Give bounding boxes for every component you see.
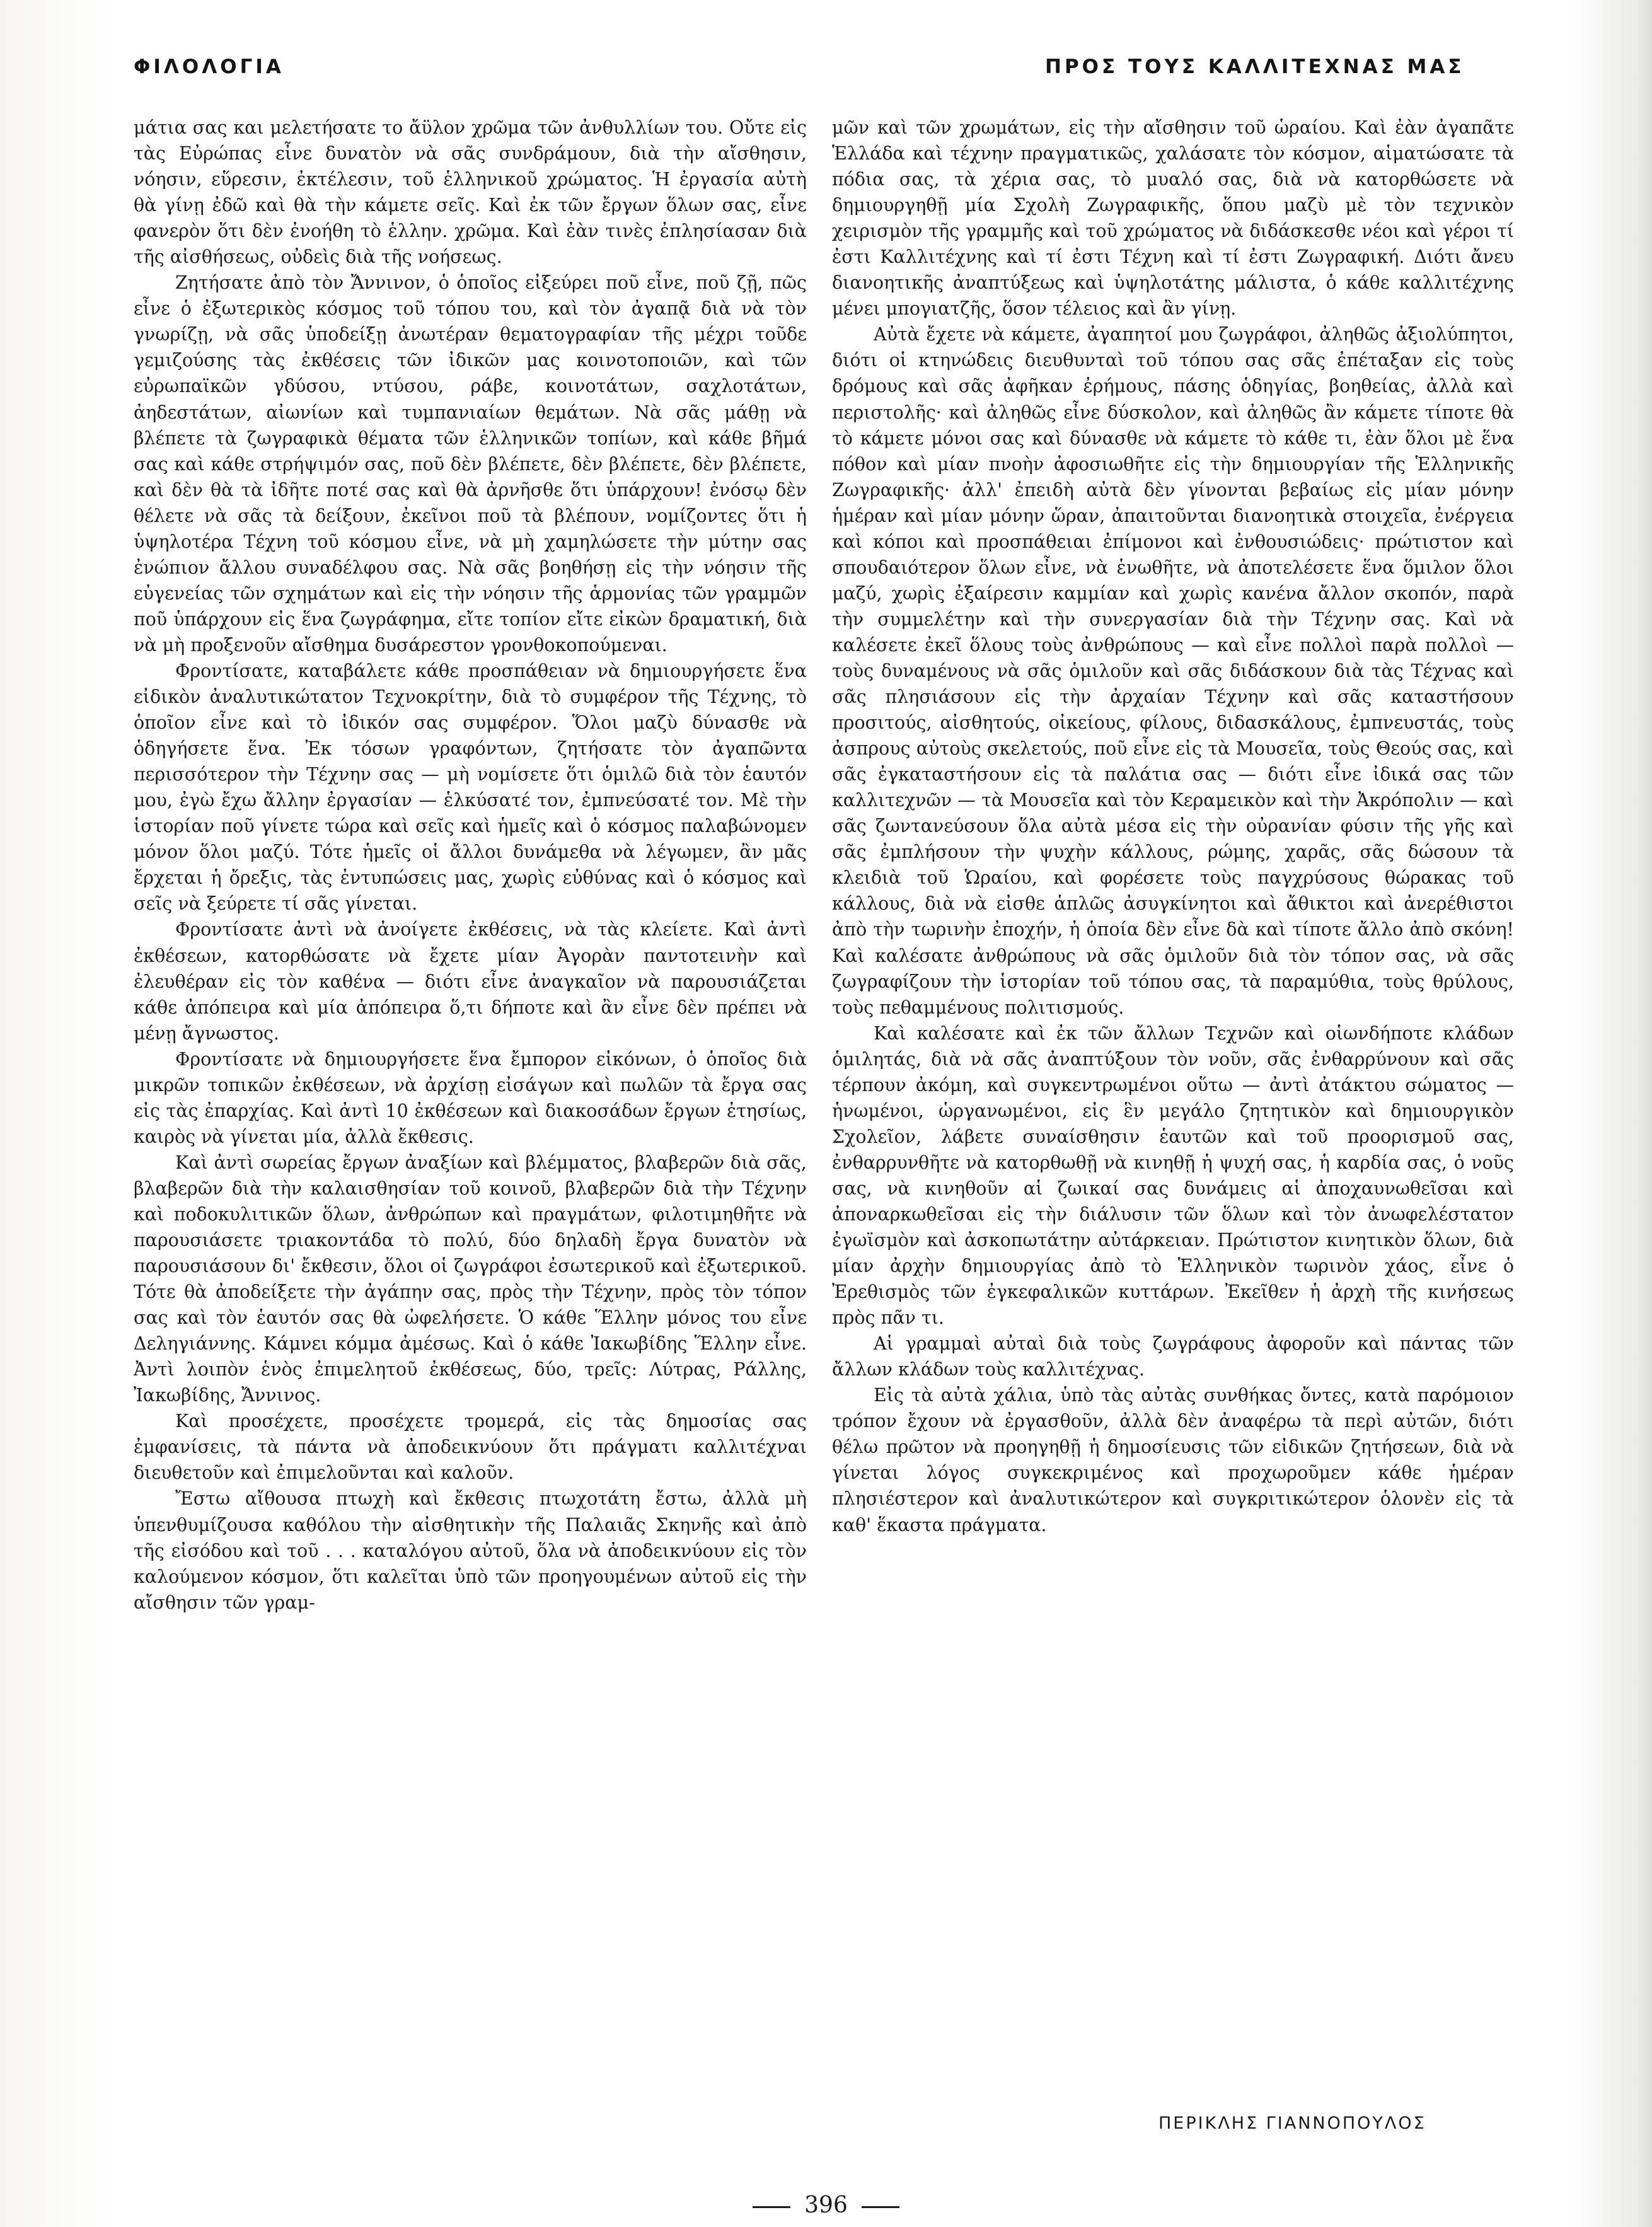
paragraph: Ζητήσατε ἀπὸ τὸν Ἄννινον, ὁ ὁποῖος εἰξεύρει ποῦ εἶνε, ποῦ ζῇ, πῶς εἶνε ὁ ἐξωτερικὸς κόσμος τοῦ τόπου του, καὶ τὸν ἀγαπᾷ διὰ νὰ τὸν γνωρίζῃ, νὰ σᾶς ὑποδείξῃ ἀνωτέραν θεματογραφίαν τῆς μέχρι τοῦδε γεμιζούσης τὰς ἐκθέσεις τῶν ἰδικῶν μας κοινοτοποιῶν, καὶ τῶν εὐρωπαϊκῶν γδύσου, ντύσου, ράβε, κοινοτάτων, σαχλοτάτων, ἀηδεστάτων, αἰωνίων καὶ τυμπανιαίων θεμάτων. Νὰ σᾶς μάθῃ νὰ βλέπετε τὰ ζωγραφικὰ θέματα τῶν ἑλληνικῶν τοπίων, καὶ κάθε βῆμά σας καὶ κάθε στρήψιμόν σας, ποῦ δὲν βλέπετε, δὲν βλέπετε, δὲν βλέπετε, καὶ δὲν θὰ τὰ ἰδῆτε ποτέ σας καὶ θὰ ἀρνῆσθε ὅτι ὑπάρχουν! ἐνόσῳ δὲν θέλετε νὰ σᾶς τὰ δείξουν, ἐκεῖνοι ποῦ τὰ βλέπουν, νομίζοντες ὅτι ἡ ὑψηλοτέρα Τέχνη τοῦ κόσμου εἶνε, νὰ μὴ χαμηλώσετε τὴν μύτην σας ἐνώπιον ἄλλου συναδέλφου σας. Νὰ σᾶς βοηθήσῃ εἰς τὴν νόησιν τῆς εὐγενείας τῶν σχημάτων καὶ εἰς τὴν νόησιν τῆς ἁρμονίας τῶν γραμμῶν ποῦ ὑπάρχουν εἰς ἕνα ζωγράφημα, εἴτε τοπίον εἴτε εἰκὼν δραματική, διὰ νὰ μὴ προξενοῦν αἴσθημα δυσάρεστον γρονθοκοπούμεναι. bbox=[134, 272, 807, 656]
paragraph: Καὶ καλέσατε καὶ ἐκ τῶν ἄλλων Τεχνῶν καὶ οἱωνδήποτε κλάδων ὁμιλητάς, διὰ νὰ σᾶς ἀναπτύξουν τὸν νοῦν, σᾶς ἐνθαρρύνουν καὶ σᾶς τέρπουν ἀκόμη, καὶ συγκεντρωμένοι οὕτω — ἀντὶ ἀτάκτου σώματος — ἡνωμένοι, ὡργανωμένοι, εἰς ἓν μεγάλο ζητητικὸν καὶ δημιουργικὸν Σχολεῖον, λάβετε συναίσθησιν ἑαυτῶν καὶ τοῦ προορισμοῦ σας, ἐνθαρρυνθῆτε νὰ κατορθωθῇ νὰ κινηθῇ ἡ ψυχή σας, ἡ καρδία σας, ὁ νοῦς σας, νὰ κινηθοῦν αἱ ζωικαί σας δυνάμεις αἱ ἀποχαυνωθεῖσαι καὶ ἀποναρκωθεῖσαι εἰς τὴν διάλυσιν τῶν ὅλων καὶ τὸν ἀνωφελέστατον ἐγωϊσμὸν καὶ ἀσκοπωτάτην αὐτάρκειαν. Πρώτιστον κινητικὸν ὅλων, διὰ μίαν ἀρχὴν δημιουργίας ἀπὸ τὸ Ἑλληνικὸν τωρινὸν χάος, εἶνε ὁ Ἐρεθισμὸς τῶν ἐγκεφαλικῶν κυττάρων. Ἐκεῖθεν ἡ ἀρχὴ τῆς κινήσεως πρὸς πᾶν τι. bbox=[832, 1022, 1514, 1329]
paragraph: Εἰς τὰ αὐτὰ χάλια, ὑπὸ τὰς αὐτὰς συνθήκας ὄντες, κατὰ παρόμοιον τρόπον ἔχουν νὰ ἐργασθοῦν, ἀλλὰ δὲν ἀναφέρω τὰ περὶ αὐτῶν, διότι θέλω πρῶτον νὰ προηγηθῇ ἡ δημοσίευσις τῶν εἰδικῶν ζητήσεων, διὰ νὰ γίνεται λόγος συγκεκριμένος καὶ προχωροῦμεν κάθε ἡμέραν πλησιέστερον καὶ ἀναλυτικώτερον καὶ συγκριτικώτερον ὁλονὲν εἰς τὰ καθ' ἕκαστα πράγματα. bbox=[832, 1385, 1514, 1536]
running-head-left: ΦΙΛΟΛΟΓΙΑ bbox=[134, 55, 284, 78]
author-signature: ΠΕΡΙΚΛΗΣ ΓΙΑΝΝΟΠΟΥΛΟΣ bbox=[1158, 2114, 1426, 2133]
paragraph: Καὶ προσέχετε, προσέχετε τρομερά, εἰς τὰς δημοσίας σας ἐμφανίσεις, τὰ πάντα νὰ ἀποδεικνύουν ὅτι πράγματι καλλιτέχναι διευθετοῦν καὶ ἐπιμελοῦνται καὶ καλοῦν. bbox=[134, 1411, 807, 1484]
paragraph: Φροντίσατε, καταβάλετε κάθε προσπάθειαν νὰ δημιουργήσετε ἕνα εἰδικὸν ἀναλυτικώτατον Τεχνοκρίτην, διὰ τὸ συμφέρον τῆς Τέχνης, τὸ ὁποῖον εἶνε καὶ τὸ ἰδικόν σας συμφέρον. Ὅλοι μαζὺ δύνασθε νὰ ὁδηγήσετε ἕνα. Ἐκ τόσων γραφόντων, ζητήσατε τὸν ἀγαπῶντα περισσότερον τὴν Τέχνην σας — μὴ νομίσετε ὅτι ὁμιλῶ διὰ τὸν ἑαυτόν μου, ἐγὼ ἔχω ἄλλην ἐργασίαν — ἑλκύσατέ τον, ἐμπνεύσατέ τον. Μὲ τὴν ἱστορίαν ποῦ γίνετε τώρα καὶ σεῖς καὶ ἡμεῖς καὶ ὁ κόσμος παλαβώνομεν μόνον ὅλοι μαζύ. Τότε ἡμεῖς οἱ ἄλλοι δυνάμεθα νὰ λέγωμεν, ἂν μᾶς ἔρχεται ἡ ὄρεξις, τὰς ἐντυπώσεις μας, χωρὶς εὐθύνας καὶ ὁ κόσμος καὶ σεῖς νὰ ξεύρετε τί σᾶς γίνεται. bbox=[134, 660, 807, 915]
page-number-value: 396 bbox=[804, 2192, 848, 2218]
paragraph: Καὶ ἀντὶ σωρείας ἔργων ἀναξίων καὶ βλέμματος, βλαβερῶν διὰ σᾶς, βλαβερῶν διὰ τὴν καλαισθησίαν τοῦ κοινοῦ, βλαβερῶν διὰ τὴν Τέχνην καὶ ποδοκυλιτικῶν ὅλων, ἀνθρώπων καὶ πραγμάτων, φιλοτιμηθῆτε νὰ παρουσιάσετε τριακοντάδα τὸ πολύ, δύο δηλαδὴ ἔργα δυνατὸν νὰ παρουσιάσουν δι' ἔκθεσιν, ὅλοι οἱ ζωγράφοι ἐσωτερικοῦ καὶ ἐξωτερικοῦ. Τότε θὰ ἀποδείξετε τὴν ἀγάπην σας, πρὸς τὴν Τέχνην, πρὸς τὸν τόπον σας καὶ τὸν ἑαυτόν σας θὰ ὠφελήσετε. Ὁ κάθε Ἕλλην μόνος του εἶνε Δεληγιάννης. Κάμνει κόμμα ἀμέσως. Καὶ ὁ κάθε Ἰακωβίδης Ἕλλην εἶνε. Ἀντὶ λοιπὸν ἑνὸς ἐπιμελητοῦ ἐκθέσεως, δύο, τρεῖς: Λύτρας, Ράλλης, Ἰακωβίδης, Ἄννινος. bbox=[134, 1152, 807, 1406]
paragraph: Φροντίσατε ἀντὶ νὰ ἀνοίγετε ἐκθέσεις, νὰ τὰς κλείετε. Καὶ ἀντὶ ἐκθέσεων, κατορθώσατε νὰ ἔχετε μίαν Ἀγορὰν παντοτεινὴν καὶ ἐλευθέραν εἰς τὸν καθένα — διότι εἶνε ἀναγκαῖον νὰ παρουσιάζεται κάθε ἀπόπειρα καὶ μία ἀπόπειρα ὅ,τι δήποτε καὶ ἂν εἶνε δὲν πρέπει νὰ μένῃ ἄγνωστος. bbox=[134, 919, 807, 1044]
page-number bbox=[0, 2192, 1652, 2218]
paragraph: Φροντίσατε νὰ δημιουργήσετε ἕνα ἔμπορον εἰκόνων, ὁ ὁποῖος διὰ μικρῶν τοπικῶν ἐκθέσεων, νὰ ἀρχίσῃ εἰσάγων καὶ πωλῶν τὰ ἔργα σας εἰς τὰς ἐπαρχίας. Καὶ ἀντὶ 10 ἐκθέσεων καὶ διακοσάδων ἔργων ἐτησίως, καιρὸς νὰ γίνεται μία, ἀλλὰ ἔκθεσις. bbox=[134, 1048, 807, 1147]
paragraph: μάτια σας και μελετήσατε το ἄϋλον χρῶμα τῶν ἀνθυλλίων του. Οὔτε εἰς τὰς Εὐρώπας εἶνε δυνατὸν νὰ σᾶς συνδράμουν, διὰ τὴν αἴσθησιν, νόησιν, εὕρεσιν, ἐκτέλεσιν, τοῦ ἑλληνικοῦ χρώματος. Ἡ ἐργασία αὐτὴ θὰ γίνῃ ἐδῶ καὶ θὰ τὴν κάμετε σεῖς. Καὶ ἐκ τῶν ἔργων ὅλων σας, εἶνε φανερὸν ὅτι δὲν ἐνοήθη τὸ ἑλλην. χρῶμα. Καὶ ἐὰν τινὲς ἐπλησίασαν διὰ τῆς αἰσθήσεως, οὐδεὶς διὰ τῆς νοήσεως. bbox=[134, 117, 807, 268]
paragraph: μῶν καὶ τῶν χρωμάτων, εἰς τὴν αἴσθησιν τοῦ ὡραίου. Καὶ ἐὰν ἀγαπᾶτε Ἑλλάδα καὶ τέχνην πραγματικῶς, χαλάσατε τὸν κόσμον, αἱματώσατε τὰ πόδια σας, τὰ χέρια σας, τὸ μυαλό σας, διὰ νὰ κατορθώσετε νὰ δημιουργηθῇ μία Σχολὴ Ζωγραφικῆς, ὅπου μαζὺ μὲ τὸν τεχνικὸν χειρισμὸν τῆς γραμμῆς καὶ τοῦ χρώματος νὰ διδάσκεσθε νέοι καὶ γέροι τί ἐστι Καλλιτέχνης καὶ τί ἐστι Τέχνη καὶ τί ἐστι Ζωγραφική. Διότι ἄνευ διανοητικῆς ἀναπτύξεως καὶ ὑψηλοτάτης μάλιστα, ὁ κάθε καλλιτέχνης μένει μπογιατζῆς, ὅσον τέλειος καὶ ἂν γίνῃ. bbox=[832, 117, 1514, 320]
paragraph: Αὐτὰ ἔχετε νὰ κάμετε, ἀγαπητοί μου ζωγράφοι, ἀληθῶς ἀξιολύπητοι, διότι οἱ κτηνώδεις διευθυνταὶ τοῦ τόπου σας σᾶς ἐπέταξαν εἰς τοὺς δρόμους καὶ σᾶς ἀφῆκαν ἐρήμους, πάσης ὁδηγίας, βοηθείας, ἀλλὰ καὶ περιστολῆς· καὶ ἀληθῶς εἶνε δύσκολον, καὶ ἀληθῶς ἂν κάμετε τίποτε θὰ τὸ κάμετε μόνοι σας καὶ δύνασθε νὰ κάμετε τὸ κάθε τι, ἐὰν ὅλοι μὲ ἕνα πόθον καὶ μίαν πνοὴν ἀφοσιωθῆτε εἰς τὴν δημιουργίαν τῆς Ἑλληνικῆς Ζωγραφικῆς· ἀλλ' ἐπειδὴ αὐτὰ δὲν γίνονται βεβαίως εἰς μίαν μόνην ἡμέραν καὶ μίαν μόνην ὥραν, ἀπαιτοῦνται διανοητικὰ στοιχεῖα, ἐνέργεια καὶ κόποι καὶ προσπάθειαι ἐπίμονοι καὶ ἐνθουσιώδεις· πρώτιστον καὶ σπουδαιότερον ὅλων εἶνε, νὰ ἑνωθῆτε, νὰ ἀποτελέσετε ἕνα ὅμιλον ὅλοι μαζύ, χωρὶς ἐξαίρεσιν καμμίαν καὶ χωρὶς κανένα ἄλλον σκοπόν, παρὰ τὴν συμμελέτην καὶ τὴν συνεργασίαν διὰ τὴν Τέχνην σας. Καὶ νὰ καλέσετε ἐκεῖ ὅλους τοὺς ἀνθρώπους — καὶ εἶνε πολλοὶ παρὰ πολλοὶ — τοὺς δυναμένους νὰ σᾶς ὁμιλοῦν καὶ σᾶς διδάσκουν διὰ τὰς Τέχνας καὶ σᾶς πλησιάσουν εἰς τὴν ἀρχαίαν Τέχνην καὶ σᾶς καταστήσουν προσιτούς, αἰσθητούς, οἰκείους, φίλους, διδασκάλους, ἐμπνευστάς, τοὺς ἀσπρους αὐτοὺς σκελετούς, ποῦ εἶνε εἰς τὰ Μουσεῖα, τοὺς Θεούς σας, καὶ σᾶς ἐγκαταστήσουν εἰς τὰ παλάτια σας — διότι εἶνε ἰδικά σας τῶν καλλιτεχνῶν — τὰ Μουσεῖα καὶ τὸν Κεραμεικὸν καὶ τὴν Ἀκρόπολιν — καὶ σᾶς ζωντανεύσουν ὅλα αὐτὰ μέσα εἰς τὴν οὐρανίαν φύσιν τῆς γῆς καὶ σᾶς ἐμπλήσουν τὴν ψυχὴν κάλλους, ρώμης, χαρᾶς, σᾶς δώσουν τὰ κλειδιὰ τοῦ Ὡραίου, καὶ φορέσετε τοὺς παγχρύσους θώρακας τοῦ κάλλους, διὰ νὰ εἰσθε ἁπλῶς ἀσυγκίνητοι καὶ ἄθικτοι καὶ ἀνερέθιστοι ἀπὸ τὴν τωρινὴν ἐποχήν, ἡ ὁποία δὲν εἶνε δὰ καὶ τίποτε ἄλλο ἀπὸ σκόνη! Καὶ καλέσατε ἀνθρώπους νὰ σᾶς ὁμιλοῦν διὰ τὸν τόπον σας, νὰ σᾶς ζωγραφίζουν τὴν ἱστορίαν τοῦ τόπου σας, τὰ παραμύθια, τοὺς θρύλους, τοὺς πεθαμμένους πολιτισμούς. bbox=[832, 324, 1514, 1018]
paragraph: Ἔστω αἴθουσα πτωχὴ καὶ ἔκθεσις πτωχοτάτη ἔστω, ἀλλὰ μὴ ὑπενθυμίζουσα καθόλου τὴν αἰσθητικὴν τῆς Παλαιᾶς Σκηνῆς καὶ ἀπὸ τῆς εἰσόδου καὶ τοῦ . . . καταλόγου αὐτοῦ, ὅλα νὰ ἀποδεικνύουν εἰς τὸν καλούμενον κόσμον, ὅτι καλεῖται ὑπὸ τῶν προηγουμένων αὐτοῦ εἰς τὴν αἴσθησιν τῶν γραμ- bbox=[134, 1488, 807, 1613]
right-column bbox=[832, 115, 1514, 1538]
left-column bbox=[134, 115, 807, 1616]
page-number-dash bbox=[753, 2206, 790, 2208]
paragraph: Αἱ γραμμαὶ αὐταὶ διὰ τοὺς ζωγράφους ἀφοροῦν καὶ πάντας τῶν ἄλλων κλάδων τοὺς καλλιτέχνας. bbox=[832, 1333, 1514, 1380]
page-number-dash bbox=[862, 2206, 899, 2208]
running-head-right: ΠΡΟΣ ΤΟΥΣ ΚΑΛΛΙΤΕΧΝΑΣ ΜΑΣ bbox=[1045, 55, 1465, 78]
